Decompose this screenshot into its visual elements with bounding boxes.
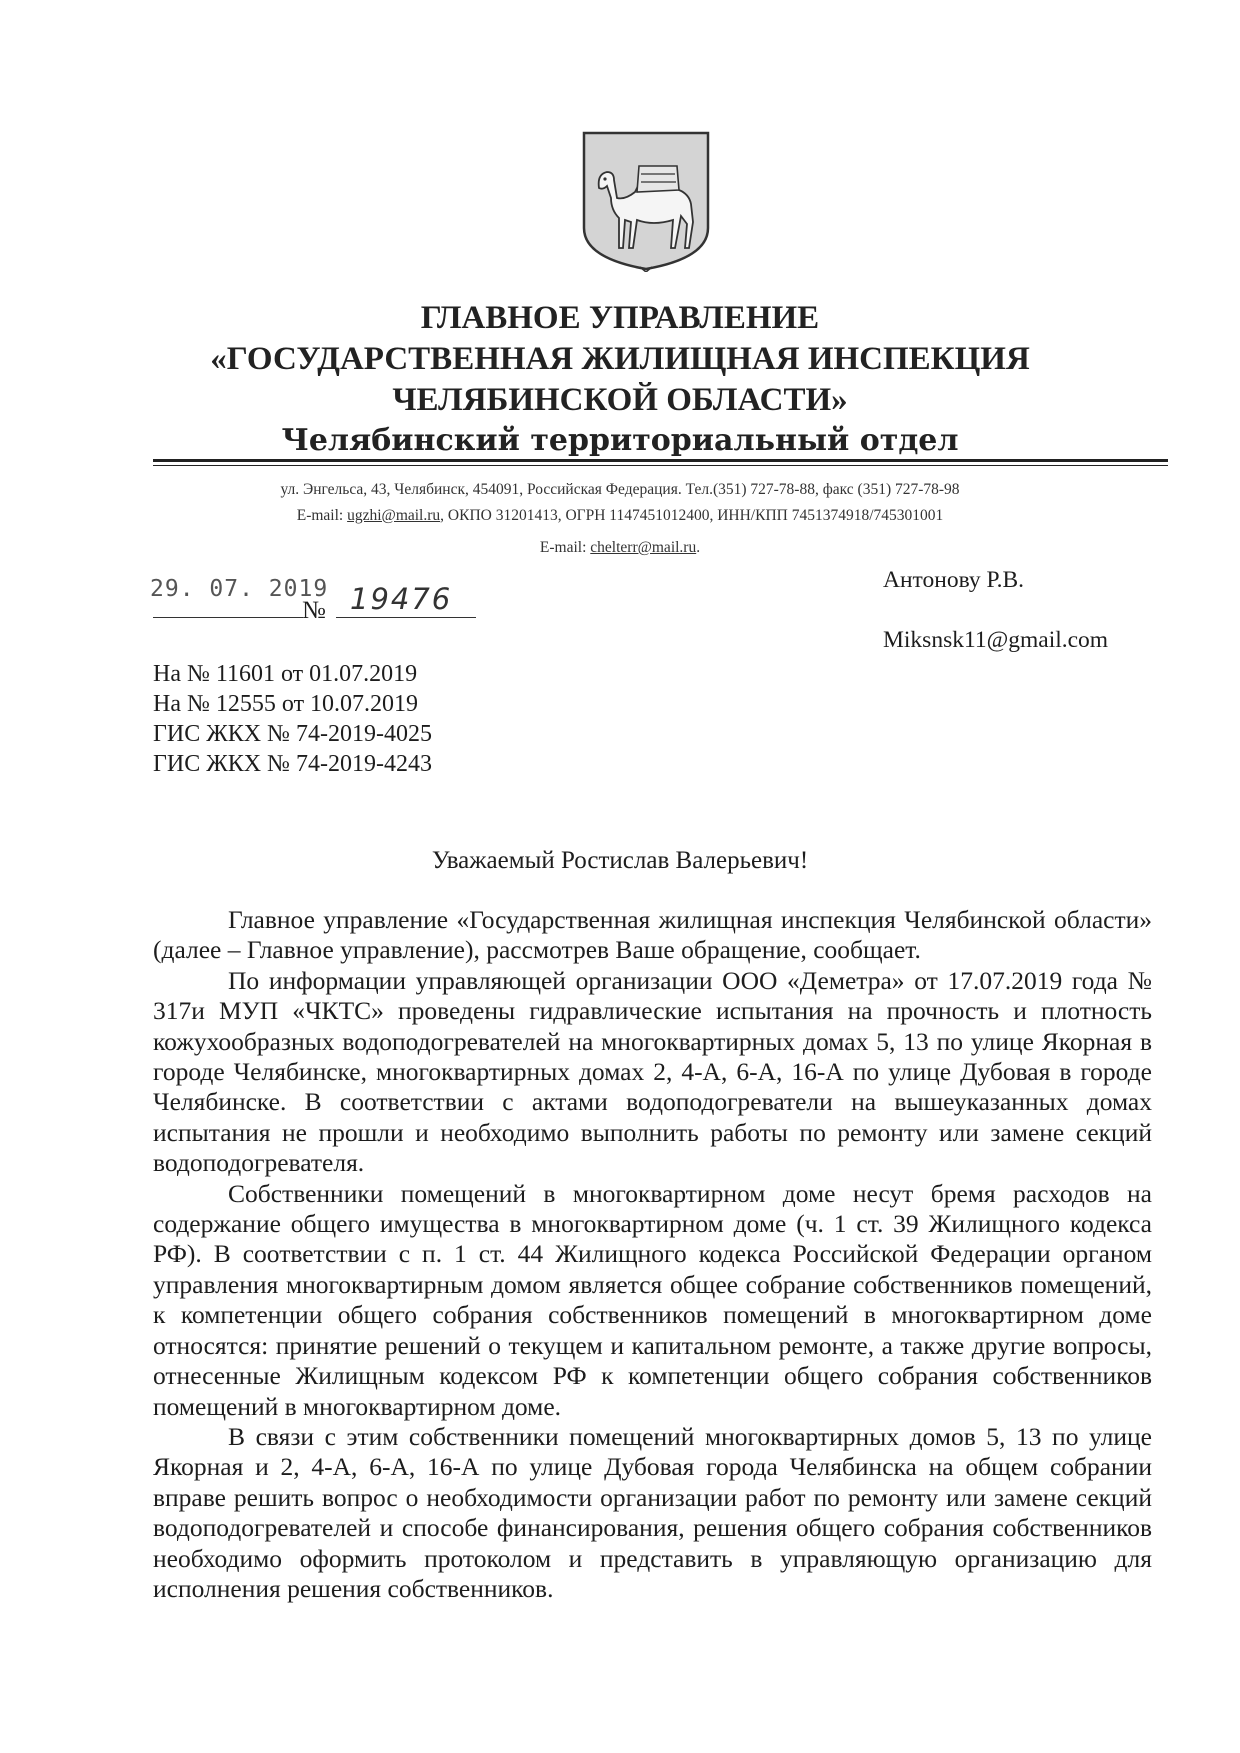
body-paragraph: Собственники помещений в многоквартирном доме несут бремя расходов на содержание общего имущества в многоквартирном доме (ч. 1 ст. 39 Жилищного кодекса РФ). В соответствии с п. 1 ст. 44 Жилищного кодекса Российской Федерации органом управления многоквартирным домом является общее собрание собственников помещений, к компетенции общего собрания собственников помещений в многоквартирном доме относятся: принятие решений о текущем и капитальном ремонте, а также другие вопросы, отнесенные Жилищным кодексом РФ к компетенции общего собрания собственников помещений в многоквартирном доме. xyxy=(153,1178,1152,1421)
body-paragraph: По информации управляющей организации ООО «Деметра» от 17.07.2019 года № 317и МУП «ЧКТС» проведены гидравлические испытания на прочность и плотность кожухообразных водоподогревателей на многоквартирных домах 5, 13 по улице Якорная в городе Челябинске, многоквартирных домах 2, 4-А, 6-А, 16-А по улице Дубовая в городе Челябинске. В соответствии с актами водоподогреватели на вышеуказанных домах испытания не прошли и необходимо выполнить работы по ремонту или замене секций водоподогревателя. xyxy=(153,965,1152,1178)
org-name-line3: ЧЕЛЯБИНСКОЙ ОБЛАСТИ» xyxy=(392,382,848,418)
contact-department-email xyxy=(0,539,1240,557)
body-paragraph: Главное управление «Государственная жилищная инспекция Челябинской области» (далее – Главное управление), рассмотрев Ваше обращение, сообщает. xyxy=(153,905,1152,965)
reference-line: На № 11601 от 01.07.2019 xyxy=(153,661,418,687)
letter-body xyxy=(153,905,1152,1604)
reference-line: ГИС ЖКХ № 74-2019-4243 xyxy=(153,751,432,777)
email-label: E-mail: xyxy=(539,539,591,556)
email-label: E-mail: xyxy=(296,507,348,524)
header-divider-thick xyxy=(153,459,1168,462)
contact-address: ул. Энгельса, 43, Челябинск, 454091, Российская Федерация. Тел.(351) 727-78-88, факс (351) 727-78-98 xyxy=(280,481,960,498)
registration-codes: , ОКПО 31201413, ОГРН 1147451012400, ИНН/КПП 7451374918/745301001 xyxy=(440,507,944,524)
email-link-ugzhi[interactable]: ugzhi@mail.ru xyxy=(347,507,441,524)
contact-details xyxy=(0,507,1240,525)
date-underline xyxy=(153,617,303,618)
email-suffix: . xyxy=(696,539,701,556)
reference-line: ГИС ЖКХ № 74-2019-4025 xyxy=(153,721,432,747)
email-link-chelterr[interactable]: chelterr@mail.ru xyxy=(590,539,697,556)
coat-of-arms-icon xyxy=(581,130,711,272)
body-paragraph: В связи с этим собственники помещений многоквартирных домов 5, 13 по улице Якорная и 2, 4-А, 6-А, 16-А по улице Дубовая города Челябинска на общем собрании вправе решить вопрос о необходимости организации работ по ремонту или замене секций водоподогревателей и способе финансирования, решения общего собрания собственников необходимо оформить протоколом и представить в управляющую организацию для исполнения решения собственников. xyxy=(153,1421,1152,1603)
header-divider-thin xyxy=(153,465,1168,466)
number-sign: № xyxy=(302,597,326,624)
reference-line: На № 12555 от 10.07.2019 xyxy=(153,691,419,717)
recipient-name: Антонову Р.В. xyxy=(883,567,1025,593)
org-name-line2: «ГОСУДАРСТВЕННАЯ ЖИЛИЩНАЯ ИНСПЕКЦИЯ xyxy=(210,341,1030,377)
department-name: Челябинский территориальный отдел xyxy=(281,423,959,458)
recipient-email: Miksnsk11@gmail.com xyxy=(883,627,1109,653)
date-stamp: 29. 07. 2019 xyxy=(150,576,329,602)
registration-number: 19476 xyxy=(350,582,453,616)
number-underline xyxy=(336,617,476,618)
org-name-line1: ГЛАВНОЕ УПРАВЛЕНИЕ xyxy=(420,300,820,336)
salutation: Уважаемый Ростислав Валерьевич! xyxy=(431,847,809,874)
